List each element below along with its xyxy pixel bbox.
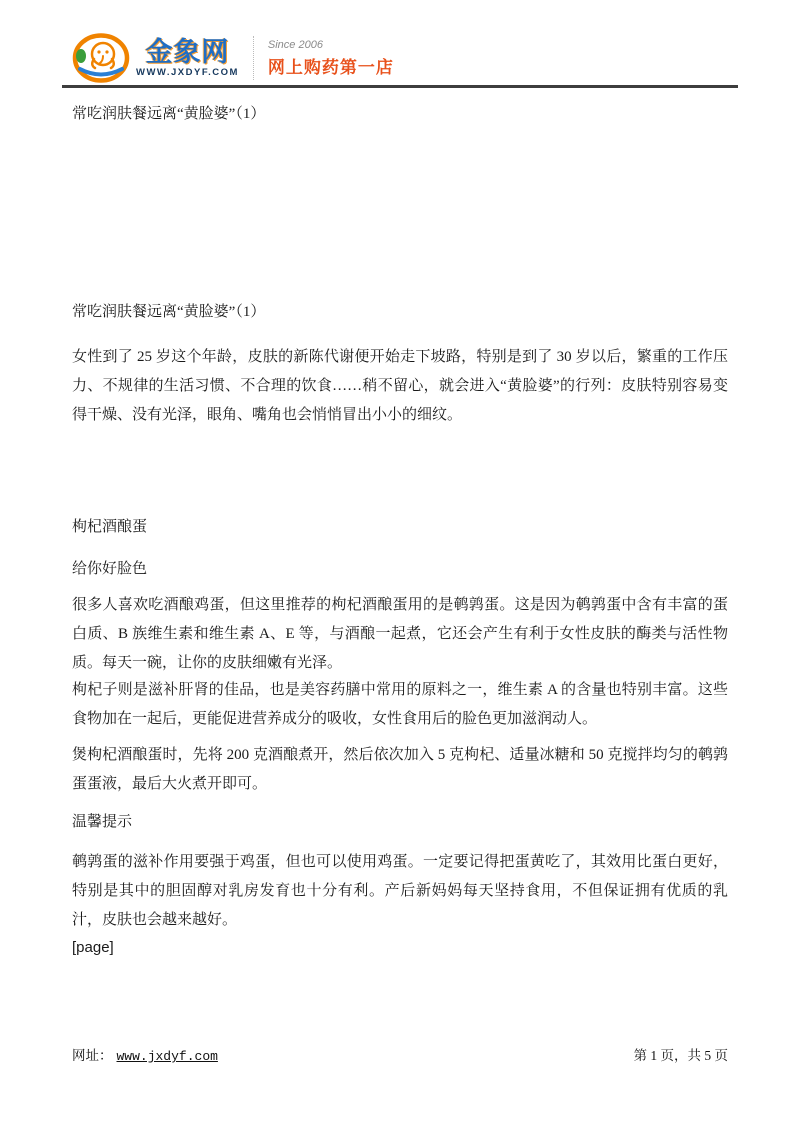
tips-paragraph: 鹌鹑蛋的滋补作用要强于鸡蛋，但也可以使用鸡蛋。一定要记得把蛋黄吃了，其效用比蛋白更好，特别是其中的胆固醇对乳房发育也十分有利。产后新妈妈每天坚持食用，不但保证拥有优质的乳汁，皮肤也会越来越好。: [72, 854, 728, 928]
article-title-repeat: 常吃润肤餐远离“黄脸婆”（1）: [72, 304, 266, 320]
elephant-logo-icon: [72, 33, 130, 83]
header-tagline-block: [268, 39, 394, 78]
brand-url: WWW.JXDYF.COM: [136, 67, 239, 78]
header-rule: [62, 85, 738, 88]
header-divider: [253, 36, 254, 80]
brand-name: 金象网: [145, 37, 230, 67]
footer-site-address: [72, 1044, 218, 1064]
footer-url-label: 网址：: [72, 1048, 113, 1063]
intro-paragraph: 女性到了 25 岁这个年龄，皮肤的新陈代谢便开始走下坡路，特别是到了 30 岁以后，繁重的工作压力、不规律的生活习惯、不合理的饮食……稍不留心，就会进入“黄脸婆”的行列：皮肤特别容易变得干燥、没有光泽，眼角、嘴角也会悄悄冒出小小的细纹。: [72, 349, 728, 423]
footer-url-link[interactable]: www.jxdyf.com: [116, 1049, 218, 1064]
recipe-subheading: 给你好脸色: [72, 561, 148, 577]
tagline-label: 网上购药第一店: [267, 57, 394, 77]
article-title: 常吃润肤餐远离“黄脸婆”（1）: [72, 106, 266, 122]
brand-block: [136, 38, 239, 78]
page-footer: [72, 1044, 728, 1064]
recipe-heading: 枸杞酒酿蛋: [72, 519, 148, 535]
page-number: 第 1 页，共 5 页: [633, 1048, 728, 1063]
site-header: [72, 33, 394, 83]
body-paragraph-1: 很多人喜欢吃酒酿鸡蛋，但这里推荐的枸杞酒酿蛋用的是鹌鹑蛋。这是因为鹌鹑蛋中含有丰富的蛋白质、B 族维生素和维生素 A、E 等，与酒酿一起煮，它还会产生有利于女性皮肤的酶类与活性物质。每天一碗，让你的皮肤细嫩有光泽。: [72, 597, 728, 671]
body-paragraph-2: 枸杞子则是滋补肝肾的佳品，也是美容药膳中常用的原料之一，维生素 A 的含量也特别丰富。这些食物加在一起后，更能促进营养成分的吸收，女性食用后的脸色更加滋润动人。: [72, 682, 728, 727]
body-paragraph-3: 煲枸杞酒酿蛋时，先将 200 克酒酿煮开，然后依次加入 5 克枸杞、适量冰糖和 50 克搅拌均匀的鹌鹑蛋蛋液，最后大火煮开即可。: [72, 747, 728, 792]
tips-heading: 温馨提示: [72, 814, 133, 830]
since-label: Since 2006: [267, 38, 323, 51]
page-break-marker: [page]: [72, 939, 114, 956]
